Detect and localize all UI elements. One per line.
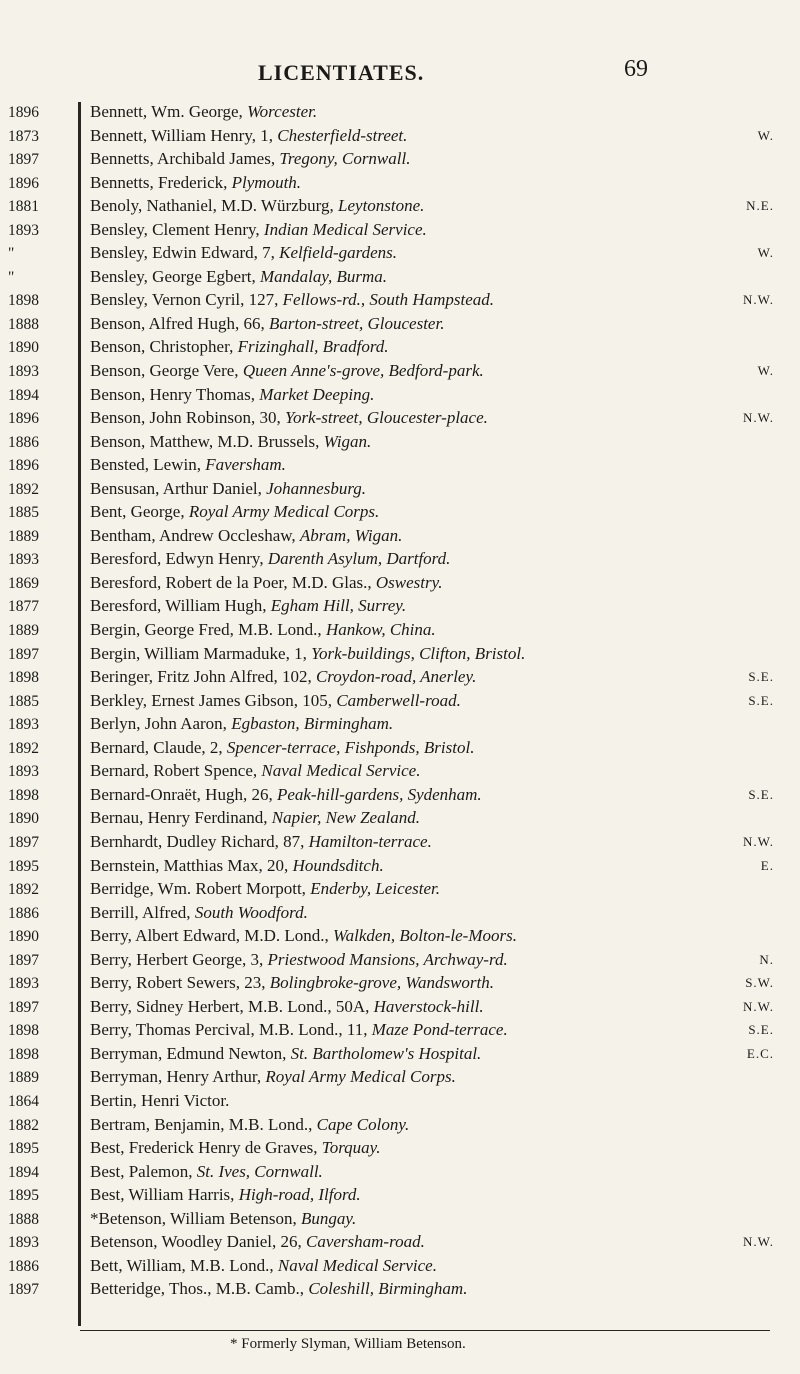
entry-year: 1896 — [8, 174, 39, 192]
entry-postal-district: N.W. — [743, 1234, 774, 1250]
entry-name: Benson, John Robinson, 30, — [90, 408, 286, 428]
list-item — [0, 973, 800, 997]
entry-text — [90, 903, 308, 923]
entry-text — [90, 1232, 425, 1252]
entry-address: Egham Hill, Surrey. — [270, 596, 407, 616]
entry-text — [90, 573, 443, 593]
entry-year: 1897 — [8, 833, 39, 851]
entry-address: Queen Anne's-grove, Bedford-park. — [242, 361, 484, 381]
entry-year: 1890 — [8, 339, 39, 357]
entry-postal-district: S.E. — [748, 1022, 774, 1038]
entry-address: Mandalay, Burma. — [259, 266, 387, 286]
entry-address: Spencer-terrace, Fishponds, Bristol. — [226, 737, 475, 757]
entry-postal-district: N.W. — [743, 410, 774, 426]
entry-text — [90, 1279, 467, 1299]
entry-year: 1890 — [8, 810, 39, 828]
list-item — [0, 667, 800, 691]
entry-address: Wigan. — [323, 431, 372, 451]
entry-name: Bertin, Henri Victor. — [90, 1090, 230, 1110]
entry-year: 1897 — [8, 998, 39, 1016]
entry-year: 1873 — [8, 127, 39, 145]
list-item — [0, 856, 800, 880]
entry-name: Bernau, Henry Ferdinand, — [90, 808, 272, 828]
list-item — [0, 1232, 800, 1256]
list-item — [0, 832, 800, 856]
entry-text — [90, 432, 371, 452]
entry-name: Berryman, Henry Arthur, — [90, 1067, 266, 1087]
entry-address: Houndsditch. — [292, 855, 384, 875]
list-item — [0, 1279, 800, 1303]
entry-text — [90, 408, 488, 428]
entry-year: 1886 — [8, 904, 39, 922]
entry-year: 1893 — [8, 975, 39, 993]
entry-year: 1894 — [8, 386, 39, 404]
list-item — [0, 761, 800, 785]
entry-text — [90, 385, 374, 405]
entry-address: Napier, New Zealand. — [271, 808, 421, 828]
entry-name: Benson, George Vere, — [90, 361, 243, 381]
entry-name: Benson, Henry Thomas, — [90, 384, 260, 404]
entry-year: 1892 — [8, 881, 39, 899]
entry-name: Beresford, William Hugh, — [90, 596, 271, 616]
entry-address: Abram, Wigan. — [299, 525, 403, 545]
list-item — [0, 926, 800, 950]
entry-address: Cape Colony. — [316, 1114, 410, 1134]
entry-year: 1893 — [8, 363, 39, 381]
entry-name: Berry, Sidney Herbert, M.B. Lond., 50A, — [90, 996, 374, 1016]
entry-year: 1882 — [8, 1116, 39, 1134]
entry-postal-district: E. — [760, 857, 774, 873]
entry-address: St. Bartholomew's Hospital. — [290, 1043, 482, 1063]
entry-text — [90, 1138, 381, 1158]
entry-year: 1885 — [8, 504, 39, 522]
entry-name: Bergin, George Fred, M.B. Lond., — [90, 620, 326, 640]
entry-text — [90, 1209, 356, 1229]
entry-text — [90, 1020, 508, 1040]
entry-address: Croydon-road, Anerley. — [315, 667, 477, 687]
entry-year: 1886 — [8, 433, 39, 451]
entry-year: 1898 — [8, 669, 39, 687]
entry-address: Enderby, Leicester. — [310, 879, 441, 899]
list-item — [0, 102, 800, 126]
list-item — [0, 596, 800, 620]
footnote-divider — [80, 1330, 770, 1331]
entry-address: High-road, Ilford. — [238, 1185, 361, 1205]
entry-text — [90, 149, 410, 169]
entry-postal-district: S.E. — [748, 669, 774, 685]
list-item — [0, 1044, 800, 1068]
entry-text — [90, 738, 474, 758]
entry-name: Bertram, Benjamin, M.B. Lond., — [90, 1114, 317, 1134]
entry-year: 1869 — [8, 574, 39, 592]
entry-text — [90, 1091, 229, 1111]
entry-year: 1898 — [8, 292, 39, 310]
entry-postal-district: S.E. — [748, 786, 774, 802]
list-item — [0, 479, 800, 503]
entry-text — [90, 314, 444, 334]
entry-year: 1896 — [8, 457, 39, 475]
entry-address: Walkden, Bolton-le-Moors. — [333, 926, 517, 946]
entry-name: Bentham, Andrew Occleshaw, — [90, 525, 300, 545]
entry-text — [90, 337, 389, 357]
entry-name: Bennett, William Henry, 1, — [90, 125, 278, 145]
entry-text — [90, 1185, 361, 1205]
entry-text — [90, 243, 397, 263]
entry-name: Bernard-Onraët, Hugh, 26, — [90, 784, 277, 804]
entry-text — [90, 479, 366, 499]
entry-text — [90, 102, 317, 122]
entry-name: Bensusan, Arthur Daniel, — [90, 478, 267, 498]
entry-text — [90, 126, 407, 146]
list-item — [0, 1185, 800, 1209]
entry-year: 1881 — [8, 198, 39, 216]
entry-address: Camberwell-road. — [336, 690, 461, 710]
entry-text — [90, 220, 427, 240]
entry-text — [90, 832, 432, 852]
entry-name: Bennett, Wm. George, — [90, 102, 248, 121]
entry-name: Betenson, Woodley Daniel, 26, — [90, 1232, 306, 1252]
entry-year: 1893 — [8, 221, 39, 239]
entry-year: 1893 — [8, 1234, 39, 1252]
list-item — [0, 549, 800, 573]
entry-address: Hankow, China. — [325, 620, 436, 640]
entry-name: Berryman, Edmund Newton, — [90, 1043, 291, 1063]
entry-name: Benson, Christopher, — [90, 337, 238, 357]
entry-address: Bolingbroke-grove, Wandsworth. — [269, 973, 495, 993]
entry-address: Peak-hill-gardens, Sydenham. — [276, 784, 482, 804]
entry-year: 1896 — [8, 410, 39, 428]
entry-address: Maze Pond-terrace. — [371, 1020, 508, 1040]
list-item — [0, 1091, 800, 1115]
entry-name: Berrill, Alfred, — [90, 902, 195, 922]
entry-address: Kelfield-gardens. — [279, 243, 398, 263]
entry-text — [90, 526, 402, 546]
entry-year: 1889 — [8, 1069, 39, 1087]
entry-postal-district: E.C. — [746, 1045, 774, 1061]
entry-name: Beresford, Edwyn Henry, — [90, 549, 268, 569]
list-item — [0, 573, 800, 597]
entry-text — [90, 856, 384, 876]
entry-text — [90, 879, 440, 899]
entry-name: Best, Palemon, — [90, 1161, 197, 1181]
entry-address: Frizinghall, Bradford. — [237, 337, 389, 357]
list-item — [0, 173, 800, 197]
entry-year: 1892 — [8, 480, 39, 498]
list-item — [0, 196, 800, 220]
entry-postal-district: N.W. — [743, 998, 774, 1014]
entry-name: Bennetts, Archibald James, — [90, 149, 280, 169]
page-header — [0, 54, 800, 94]
entry-text — [90, 1256, 437, 1276]
entry-text — [90, 196, 424, 216]
list-item — [0, 361, 800, 385]
list-item — [0, 1162, 800, 1186]
entry-year: 1893 — [8, 763, 39, 781]
entry-year: 1892 — [8, 739, 39, 757]
entry-year: 1897 — [8, 645, 39, 663]
entry-address: Haverstock-hill. — [373, 996, 484, 1016]
entry-address: South Woodford. — [194, 902, 308, 922]
list-item — [0, 126, 800, 150]
entry-name: Berry, Thomas Percival, M.B. Lond., 11, — [90, 1020, 372, 1040]
list-item — [0, 432, 800, 456]
entry-text — [90, 361, 484, 381]
entry-year: 1889 — [8, 527, 39, 545]
list-item — [0, 149, 800, 173]
entry-name: Bensted, Lewin, — [90, 455, 206, 475]
entry-address: Indian Medical Service. — [263, 219, 427, 239]
entry-address: Royal Army Medical Corps. — [188, 502, 380, 522]
entry-name: Bensley, Edwin Edward, 7, — [90, 243, 280, 263]
entry-name: Benoly, Nathaniel, M.D. Würzburg, — [90, 196, 339, 216]
entry-year: 1898 — [8, 786, 39, 804]
entry-text — [90, 761, 420, 781]
entry-text — [90, 1115, 409, 1135]
entry-text — [90, 620, 436, 640]
list-item — [0, 385, 800, 409]
entry-address: Bungay. — [301, 1208, 357, 1228]
licentiate-list — [0, 102, 800, 1303]
list-item — [0, 738, 800, 762]
entry-text — [90, 950, 508, 970]
entry-postal-district: N.E. — [746, 198, 774, 214]
entry-text — [90, 785, 482, 805]
entry-address: Fellows-rd., South Hampstead. — [282, 290, 495, 310]
entry-year: 1888 — [8, 1210, 39, 1228]
page-number: 69 — [624, 56, 648, 82]
page-title: LICENTIATES. — [258, 60, 425, 85]
list-item — [0, 502, 800, 526]
entry-text — [90, 973, 494, 993]
entry-year: 1898 — [8, 1045, 39, 1063]
entry-text — [90, 691, 461, 711]
entry-name: Betteridge, Thos., M.B. Camb., — [90, 1279, 309, 1299]
entry-name: Berry, Robert Sewers, 23, — [90, 973, 270, 993]
entry-name: Bennetts, Frederick, — [90, 172, 232, 192]
entry-year: 1886 — [8, 1257, 39, 1275]
entry-name: Bernard, Claude, 2, — [90, 737, 227, 757]
entry-address: Royal Army Medical Corps. — [265, 1067, 456, 1087]
list-item — [0, 526, 800, 550]
entry-text — [90, 1044, 481, 1064]
entry-year: 1896 — [8, 104, 39, 121]
entry-postal-district: W. — [757, 245, 774, 261]
list-item — [0, 950, 800, 974]
entry-address: Plymouth. — [231, 172, 302, 192]
entry-name: Bensley, George Egbert, — [90, 266, 260, 286]
entry-year: 1894 — [8, 1163, 39, 1181]
entry-address: Tregony, Cornwall. — [279, 149, 411, 169]
entry-postal-district: N. — [759, 951, 774, 967]
entry-name: Bensley, Clement Henry, — [90, 219, 264, 239]
list-item — [0, 785, 800, 809]
entry-year: 1897 — [8, 1281, 39, 1299]
entry-postal-district: S.W. — [745, 975, 774, 991]
list-item — [0, 620, 800, 644]
entry-year: 1893 — [8, 551, 39, 569]
list-item — [0, 337, 800, 361]
entry-year: 1890 — [8, 928, 39, 946]
entry-name: Bergin, William Marmaduke, 1, — [90, 643, 312, 663]
list-item — [0, 1020, 800, 1044]
entry-year: 1893 — [8, 716, 39, 734]
entry-address: Darenth Asylum, Dartford. — [267, 549, 451, 569]
list-item — [0, 903, 800, 927]
entry-year: 1888 — [8, 315, 39, 333]
footnote: * Formerly Slyman, William Betenson. — [230, 1336, 466, 1352]
entry-text — [90, 455, 286, 475]
entry-year: 1897 — [8, 151, 39, 169]
entry-address: Priestwood Mansions, Archway-rd. — [267, 949, 508, 969]
entry-text — [90, 502, 379, 522]
entry-text — [90, 644, 525, 664]
entry-year: 1864 — [8, 1092, 39, 1110]
entry-name: Best, William Harris, — [90, 1185, 239, 1205]
entry-address: Market Deeping. — [259, 384, 375, 404]
entry-name: Bernard, Robert Spence, — [90, 761, 262, 781]
entry-year: 1895 — [8, 1140, 39, 1158]
entry-address: Barton-street, Gloucester. — [268, 313, 445, 333]
entry-name: Berlyn, John Aaron, — [90, 714, 232, 734]
entry-text — [90, 808, 420, 828]
entry-postal-district: W. — [757, 363, 774, 379]
entry-year: " — [8, 245, 15, 263]
entry-name: Beresford, Robert de la Poer, M.D. Glas., — [90, 572, 376, 592]
list-item — [0, 644, 800, 668]
entry-text — [90, 290, 494, 310]
list-item — [0, 267, 800, 291]
entry-name: Bett, William, M.B. Lond., — [90, 1255, 278, 1275]
list-item — [0, 408, 800, 432]
entry-text — [90, 549, 450, 569]
entry-year: 1885 — [8, 692, 39, 710]
entry-name: Bensley, Vernon Cyril, 127, — [90, 290, 283, 310]
entry-name: Best, Frederick Henry de Graves, — [90, 1138, 322, 1158]
entry-address: Faversham. — [205, 455, 286, 475]
entry-year: 1895 — [8, 857, 39, 875]
entry-name: Beringer, Fritz John Alfred, 102, — [90, 667, 316, 687]
entry-name: Bernhardt, Dudley Richard, 87, — [90, 831, 309, 851]
entry-text — [90, 1162, 323, 1182]
entry-name: Bent, George, — [90, 502, 189, 522]
list-item — [0, 1256, 800, 1280]
list-item — [0, 1138, 800, 1162]
entry-address: Naval Medical Service. — [261, 761, 421, 781]
list-item — [0, 691, 800, 715]
entry-text — [90, 596, 406, 616]
list-item — [0, 1209, 800, 1233]
entry-address: Leytonstone. — [338, 196, 425, 216]
entry-address: Caversham-road. — [305, 1232, 425, 1252]
entry-year: 1895 — [8, 1187, 39, 1205]
list-item — [0, 1067, 800, 1091]
entry-name: Berridge, Wm. Robert Morpott, — [90, 879, 311, 899]
entry-text — [90, 1067, 456, 1087]
list-item — [0, 808, 800, 832]
entry-postal-district: S.E. — [748, 692, 774, 708]
entry-text — [90, 667, 476, 687]
entry-name: *Betenson, William Betenson, — [90, 1208, 302, 1228]
entry-address: Hamilton-terrace. — [308, 831, 432, 851]
list-item — [0, 290, 800, 314]
entry-name: Benson, Matthew, M.D. Brussels, — [90, 431, 324, 451]
entry-year: 1889 — [8, 622, 39, 640]
entry-address: Torquay. — [321, 1138, 381, 1158]
entry-postal-district: N.W. — [743, 833, 774, 849]
entry-text — [90, 997, 484, 1017]
entry-text — [90, 267, 387, 287]
list-item — [0, 455, 800, 479]
entry-postal-district: N.W. — [743, 292, 774, 308]
entry-postal-district: W. — [757, 127, 774, 143]
entry-address: Egbaston, Birmingham. — [231, 714, 394, 734]
list-item — [0, 220, 800, 244]
entry-address: Johannesburg. — [266, 478, 367, 498]
entry-address: York-street, Gloucester-place. — [285, 408, 488, 428]
entry-name: Bernstein, Matthias Max, 20, — [90, 855, 293, 875]
entry-text — [90, 714, 393, 734]
entry-name: Berry, Albert Edward, M.D. Lond., — [90, 926, 333, 946]
entry-address: Worcester. — [247, 102, 318, 121]
entry-year: " — [8, 268, 15, 286]
entry-address: Coleshill, Birmingham. — [308, 1279, 468, 1299]
list-item — [0, 879, 800, 903]
entry-text — [90, 926, 517, 946]
entry-name: Benson, Alfred Hugh, 66, — [90, 313, 269, 333]
list-item — [0, 314, 800, 338]
entry-address: Chesterfield-street. — [277, 125, 408, 145]
list-item — [0, 997, 800, 1021]
list-item — [0, 714, 800, 738]
list-item — [0, 1115, 800, 1139]
entry-text — [90, 173, 301, 193]
entry-address: St. Ives, Cornwall. — [196, 1161, 323, 1181]
entry-address: Naval Medical Service. — [277, 1255, 437, 1275]
entry-address: Oswestry. — [375, 572, 443, 592]
entry-year: 1898 — [8, 1022, 39, 1040]
entry-address: York-buildings, Clifton, Bristol. — [311, 643, 526, 663]
entry-year: 1877 — [8, 598, 39, 616]
list-item — [0, 243, 800, 267]
entry-name: Berkley, Ernest James Gibson, 105, — [90, 690, 337, 710]
entry-name: Berry, Herbert George, 3, — [90, 949, 268, 969]
entry-year: 1897 — [8, 951, 39, 969]
